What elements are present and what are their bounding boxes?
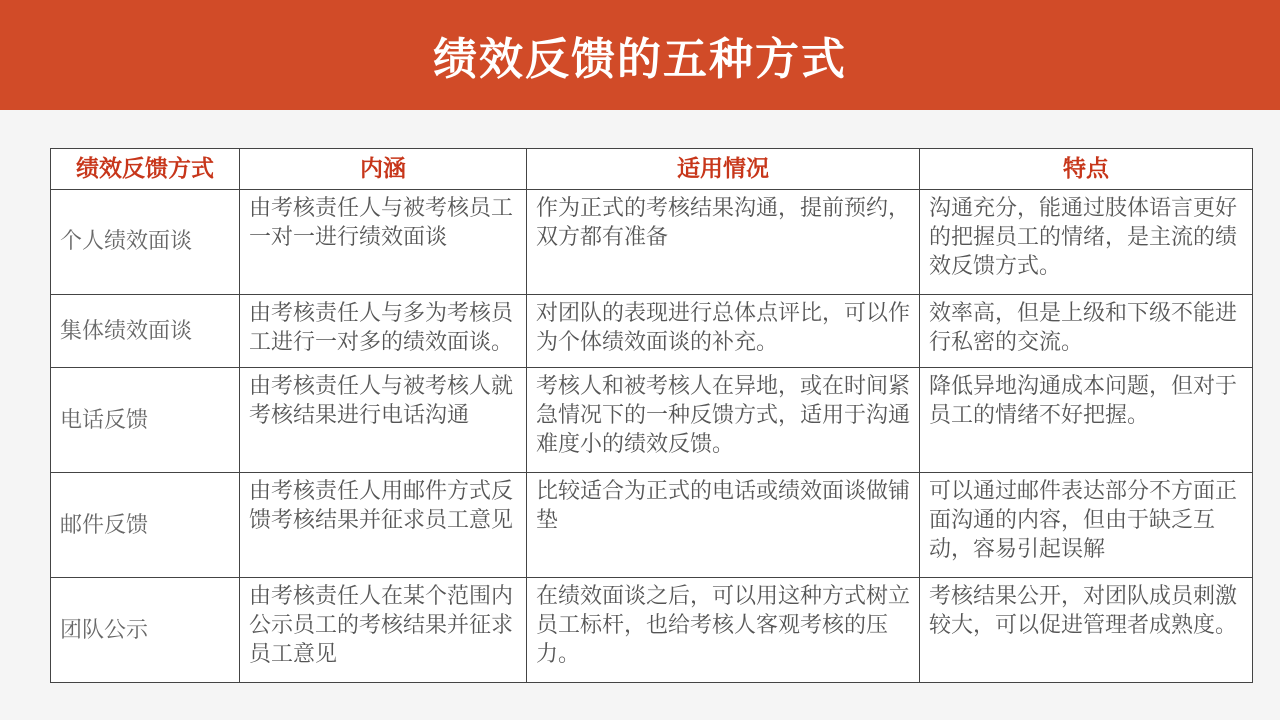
cell-method: 电话反馈 <box>51 368 240 473</box>
feedback-methods-table <box>50 148 1253 683</box>
title-banner <box>0 0 1280 110</box>
table-row <box>51 578 1253 683</box>
cell-meaning: 由考核责任人与被考核人就考核结果进行电话沟通 <box>240 368 527 473</box>
cell-meaning: 由考核责任人用邮件方式反馈考核结果并征求员工意见 <box>240 473 527 578</box>
cell-method: 集体绩效面谈 <box>51 294 240 367</box>
table-row <box>51 473 1253 578</box>
header-method: 绩效反馈方式 <box>51 149 240 190</box>
cell-usage: 作为正式的考核结果沟通，提前预约，双方都有准备 <box>527 190 920 295</box>
cell-feature: 降低异地沟通成本问题，但对于员工的情绪不好把握。 <box>920 368 1253 473</box>
table-row <box>51 294 1253 367</box>
cell-meaning: 由考核责任人与被考核员工一对一进行绩效面谈 <box>240 190 527 295</box>
cell-method: 邮件反馈 <box>51 473 240 578</box>
cell-feature: 可以通过邮件表达部分不方面正面沟通的内容，但由于缺乏互动，容易引起误解 <box>920 473 1253 578</box>
cell-meaning: 由考核责任人与多为考核员工进行一对多的绩效面谈。 <box>240 294 527 367</box>
table-row <box>51 368 1253 473</box>
header-usage: 适用情况 <box>527 149 920 190</box>
cell-usage: 在绩效面谈之后，可以用这种方式树立员工标杆，也给考核人客观考核的压力。 <box>527 578 920 683</box>
page-title: 绩效反馈的五种方式 <box>433 34 847 85</box>
cell-meaning: 由考核责任人在某个范围内公示员工的考核结果并征求员工意见 <box>240 578 527 683</box>
cell-usage: 考核人和被考核人在异地，或在时间紧急情况下的一种反馈方式，适用于沟通难度小的绩效反馈。 <box>527 368 920 473</box>
cell-feature: 效率高，但是上级和下级不能进行私密的交流。 <box>920 294 1253 367</box>
header-feature: 特点 <box>920 149 1253 190</box>
cell-feature: 考核结果公开，对团队成员刺激较大，可以促进管理者成熟度。 <box>920 578 1253 683</box>
table-row <box>51 190 1253 295</box>
cell-usage: 对团队的表现进行总体点评比，可以作为个体绩效面谈的补充。 <box>527 294 920 367</box>
cell-feature: 沟通充分，能通过肢体语言更好的把握员工的情绪，是主流的绩效反馈方式。 <box>920 190 1253 295</box>
cell-method: 团队公示 <box>51 578 240 683</box>
table-header-row <box>51 149 1253 190</box>
cell-usage: 比较适合为正式的电话或绩效面谈做铺垫 <box>527 473 920 578</box>
header-meaning: 内涵 <box>240 149 527 190</box>
cell-method: 个人绩效面谈 <box>51 190 240 295</box>
